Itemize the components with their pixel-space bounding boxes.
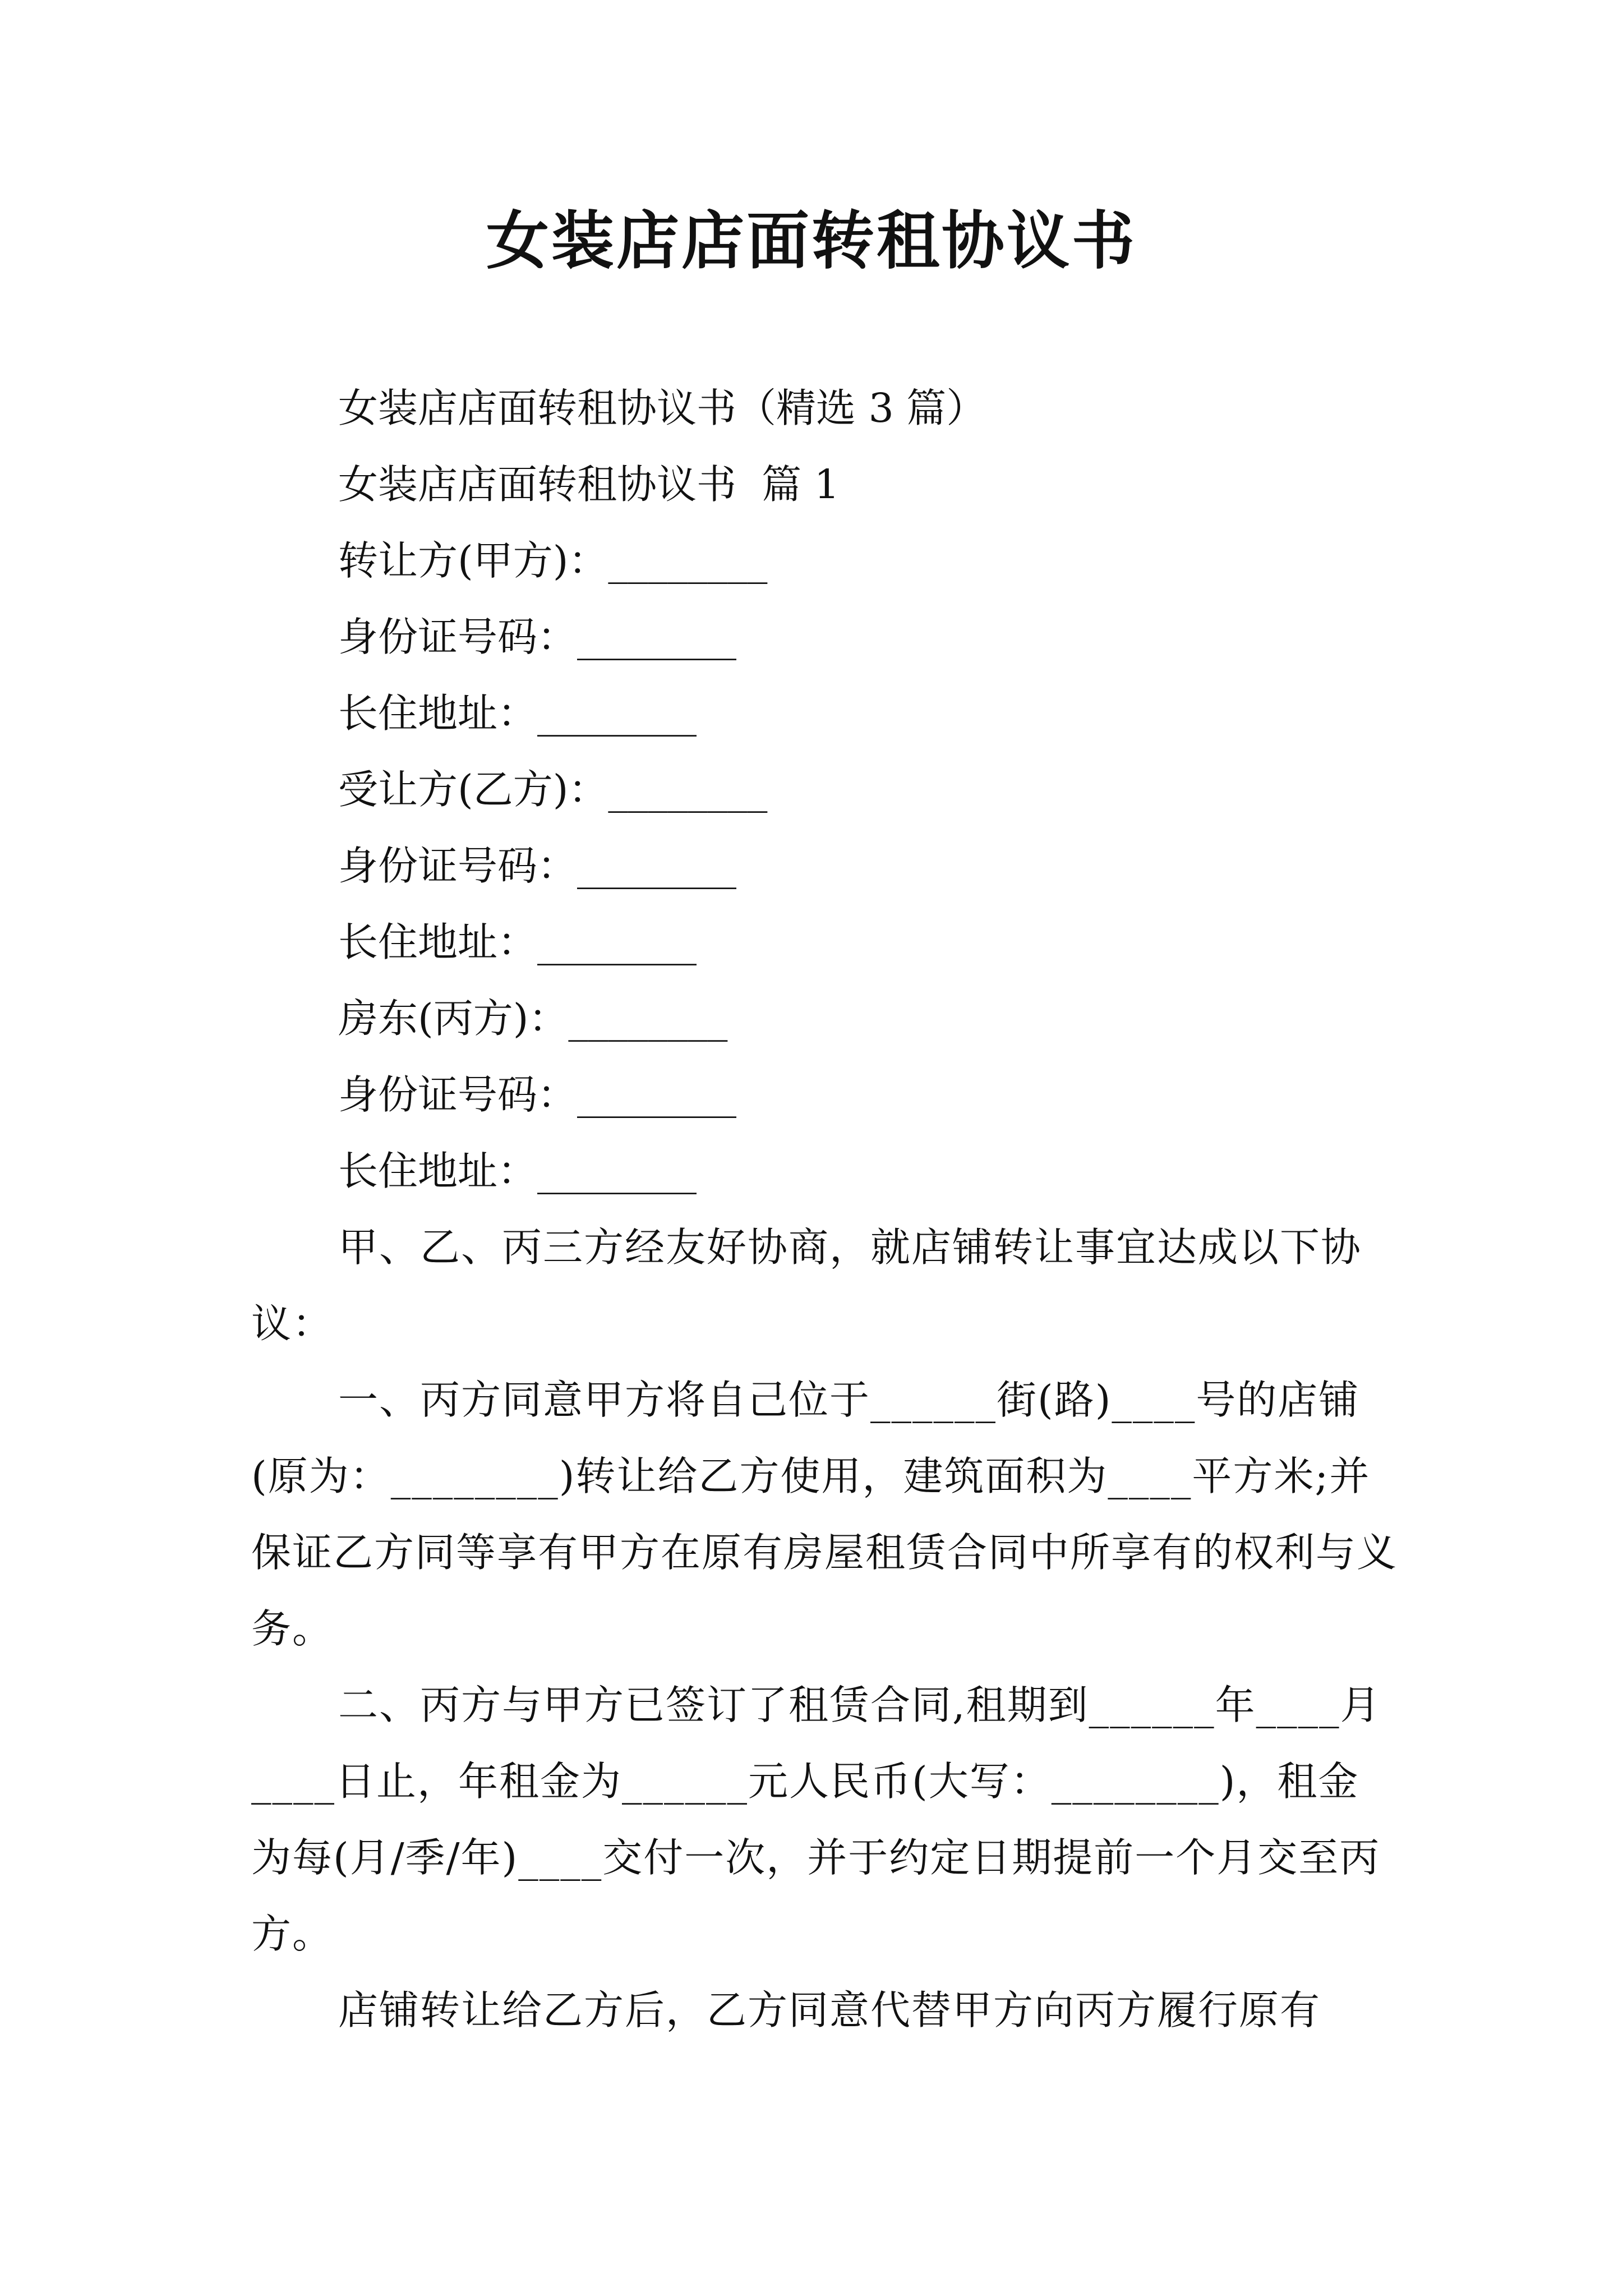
paragraph-clause-3: 店铺转让给乙方后，乙方同意代替甲方向丙方履行原有 xyxy=(338,1987,1321,2033)
paragraph-clause-2: 二、丙方与甲方已签订了租赁合同,租期到______年____月____日止，年租金为______元人民币(大写：________)，租金为每(月/季/年)____交付一次，并于约定日期提前一个月交至丙方。 xyxy=(251,1682,1381,1957)
section-heading: 女装店店面转租协议书 篇 1 xyxy=(338,461,840,508)
document-title: 女装店店面转租协议书 xyxy=(486,204,1137,278)
party-field-landlord: 房东(丙方)：________ xyxy=(338,995,728,1042)
party-field-landlord-address: 长住地址：________ xyxy=(338,1148,697,1194)
party-field-transferor-address: 长住地址：________ xyxy=(338,690,697,737)
party-field-transferee-id: 身份证号码：________ xyxy=(338,843,737,889)
subtitle-line: 女装店店面转租协议书（精选 3 篇） xyxy=(338,385,986,431)
party-field-landlord-id: 身份证号码：________ xyxy=(338,1071,737,1118)
party-field-transferee-address: 长住地址：________ xyxy=(338,919,697,965)
party-field-transferor: 转让方(甲方)：________ xyxy=(338,537,768,584)
document-body xyxy=(251,370,1398,2049)
paragraph-clause-1: 一、丙方同意甲方将自己位于______街(路)____号的店铺(原为：________)转让给乙方使用，建筑面积为____平方米;并保证乙方同等享有甲方在原有房屋租赁合同中所享有的权利与义务。 xyxy=(251,1377,1398,1652)
party-field-transferor-id: 身份证号码：________ xyxy=(338,614,737,660)
party-field-transferee: 受让方(乙方)：________ xyxy=(338,766,768,813)
paragraph-agreement-intro: 甲、乙、丙三方经友好协商，就店铺转让事宜达成以下协议： xyxy=(251,1224,1362,1347)
